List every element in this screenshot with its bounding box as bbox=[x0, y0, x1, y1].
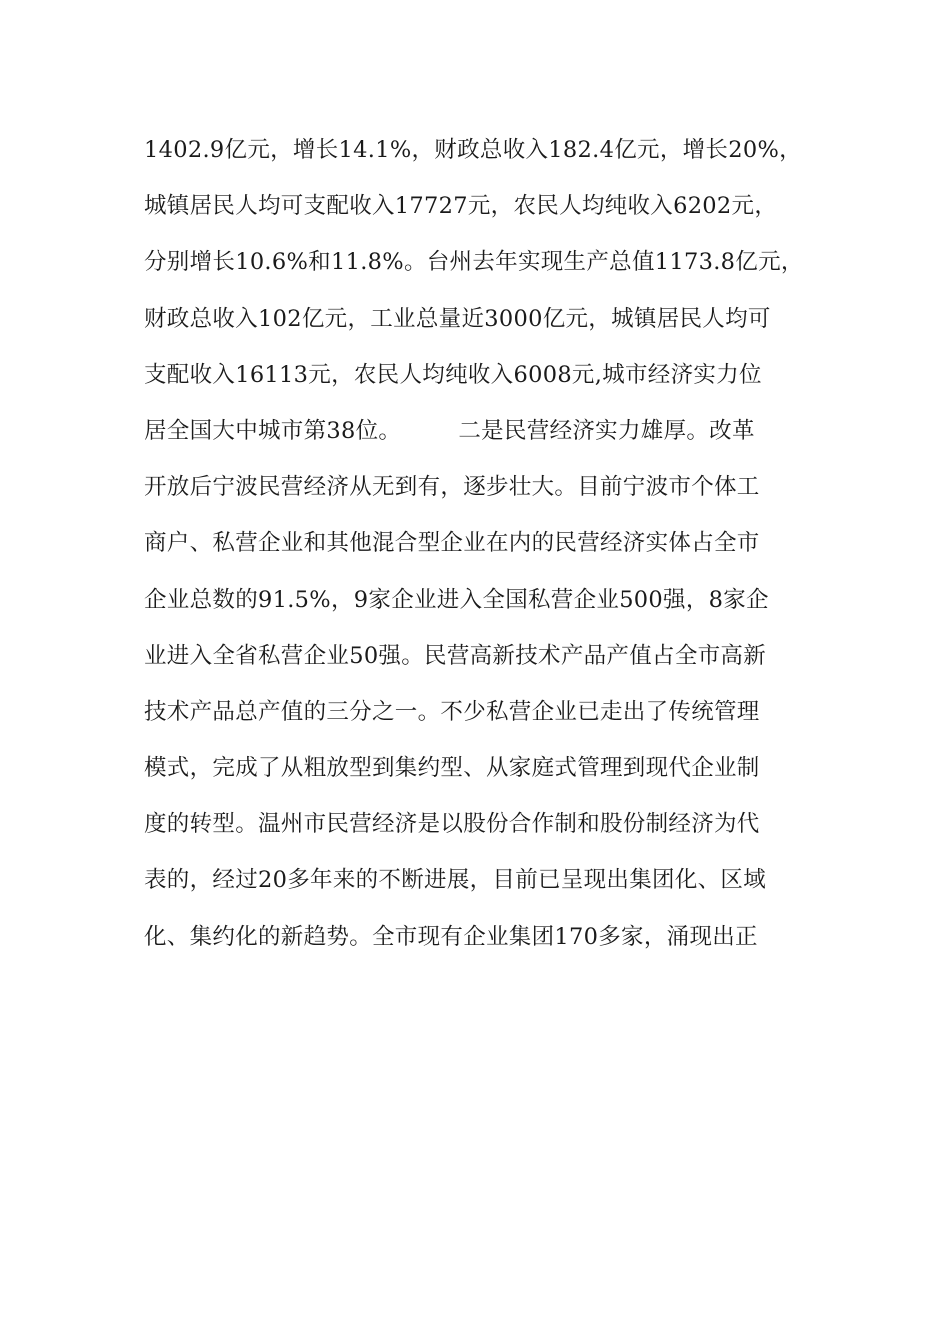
text-line: 模式，完成了从粗放型到集约型、从家庭式管理到现代企业制 bbox=[144, 755, 760, 782]
text-line: 分别增长10.6%和11.8%。台州去年实现生产总值1173.8亿元， bbox=[144, 249, 804, 276]
text-line: 度的转型。温州市民营经济是以股份合作制和股份制经济为代 bbox=[144, 811, 760, 838]
text-line: 表的，经过20多年来的不断进展，目前已呈现出集团化、区域 bbox=[144, 867, 767, 894]
text-line: 商户、私营企业和其他混合型企业在内的民营经济实体占全市 bbox=[144, 530, 760, 557]
text-line: 技术产品总产值的三分之一。不少私营企业已走出了传统管理 bbox=[144, 698, 760, 725]
text-line: 居全国大中城市第38位。 二是民营经济实力雄厚。改革 bbox=[144, 417, 755, 444]
text-line: 业进入全省私营企业50强。民营高新技术产品产值占全市高新 bbox=[144, 642, 767, 669]
text-line: 化、集约化的新趋势。全市现有企业集团170多家，涌现出正 bbox=[144, 923, 758, 950]
text-line: 企业总数的91.5%，9家企业进入全国私营企业500强，8家企 bbox=[144, 586, 769, 613]
text-line: 1402.9亿元，增长14.1%，财政总收入182.4亿元，增长20%， bbox=[144, 137, 802, 163]
text-line: 开放后宁波民营经济从无到有，逐步壮大。目前宁波市个体工 bbox=[144, 474, 760, 501]
text-line: 城镇居民人均可支配收入17727元，农民人均纯收入6202元， bbox=[144, 193, 778, 220]
text-line: 财政总收入102亿元，工业总量近3000亿元，城镇居民人均可 bbox=[144, 305, 771, 332]
body-text bbox=[144, 122, 844, 965]
text-line: 支配收入16113元，农民人均纯收入6008元,城市经济实力位 bbox=[144, 361, 762, 388]
